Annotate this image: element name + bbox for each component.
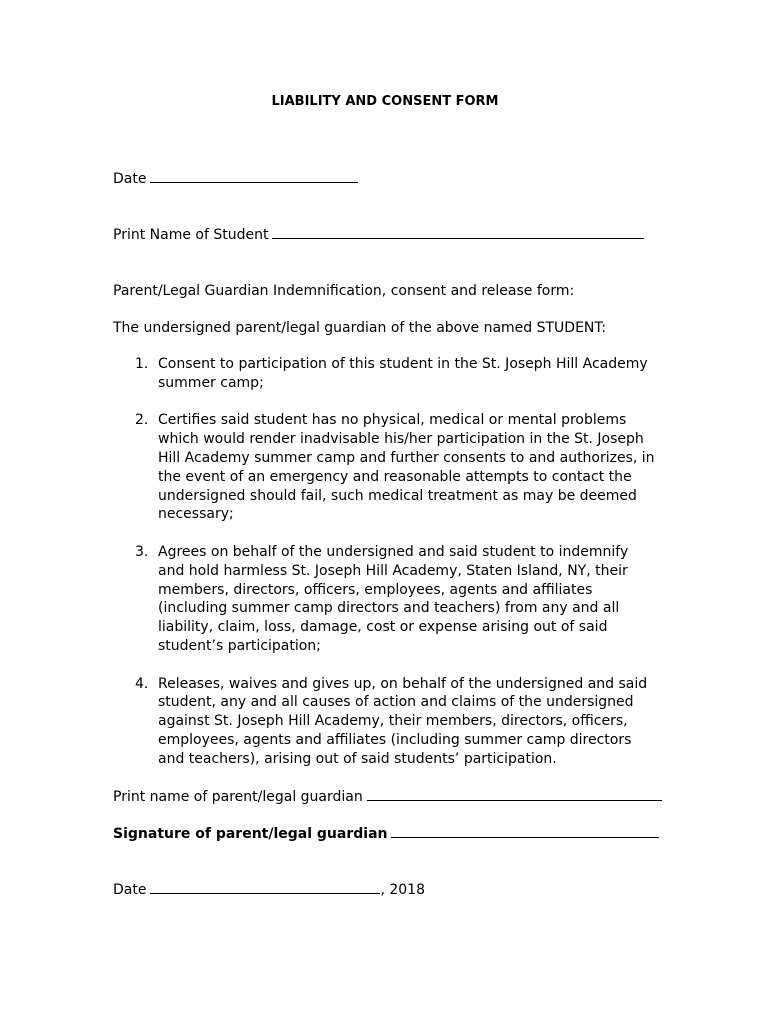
item-text: Releases, waives and gives up, on behalf of the undersigned and said student, any and all causes of action and claims of the undersigned against St. Joseph Hill Academy, their members, directors, officers, employees, agents and affiliates (including summer camp directors and teachers), arising out of said students’ participation. xyxy=(158,675,648,767)
student-name-row xyxy=(113,224,644,245)
date-blank[interactable] xyxy=(150,168,358,183)
guardian-name-row xyxy=(113,786,662,807)
form-title: LIABILITY AND CONSENT FORM xyxy=(271,94,499,109)
list-item xyxy=(113,543,658,656)
undersigned-intro: The undersigned parent/legal guardian of the above named STUDENT: xyxy=(113,320,607,336)
guardian-name-blank[interactable] xyxy=(367,786,662,801)
signature-label: Signature of parent/legal guardian xyxy=(113,826,388,842)
signature-blank[interactable] xyxy=(391,823,659,838)
list-item xyxy=(113,355,658,393)
final-date-year: , 2018 xyxy=(380,882,425,898)
final-date-blank[interactable] xyxy=(150,879,380,894)
guardian-name-label: Print name of parent/legal guardian xyxy=(113,789,363,805)
final-date-row xyxy=(113,879,425,900)
signature-row xyxy=(113,823,659,844)
item-number: 4. xyxy=(135,675,149,692)
terms-list xyxy=(113,355,658,787)
list-item xyxy=(113,411,658,524)
item-number: 1. xyxy=(135,356,149,372)
student-name-label: Print Name of Student xyxy=(113,227,269,243)
date-row xyxy=(113,168,358,189)
item-text: Agrees on behalf of the undersigned and said student to indemnify and hold harmless St. Joseph Hill Academy, Staten Island, NY, their members, directors, officers, employees, agents and affiliates (including summer camp directors and teachers) from any and all liability, claim, loss, damage, cost or expense arising out of said student’s participation; xyxy=(158,543,629,654)
item-text: Certifies said student has no physical, medical or mental problems which would render inadvisable his/her participation in the St. Joseph Hill Academy summer camp and further consents to and authorizes, in the event of an emergency and reasonable attempts to contact the undersigned should fail, such medical treatment as may be deemed necessary; xyxy=(158,412,655,523)
item-text: Consent to participation of this student in the St. Joseph Hill Academy summer camp; xyxy=(158,356,648,391)
guardian-intro: Parent/Legal Guardian Indemnification, consent and release form: xyxy=(113,283,575,299)
item-number: 2. xyxy=(135,412,149,429)
final-date-label: Date xyxy=(113,882,147,898)
item-number: 3. xyxy=(135,543,149,560)
list-item xyxy=(113,675,658,769)
student-name-blank[interactable] xyxy=(272,224,644,239)
date-label: Date xyxy=(113,171,147,187)
